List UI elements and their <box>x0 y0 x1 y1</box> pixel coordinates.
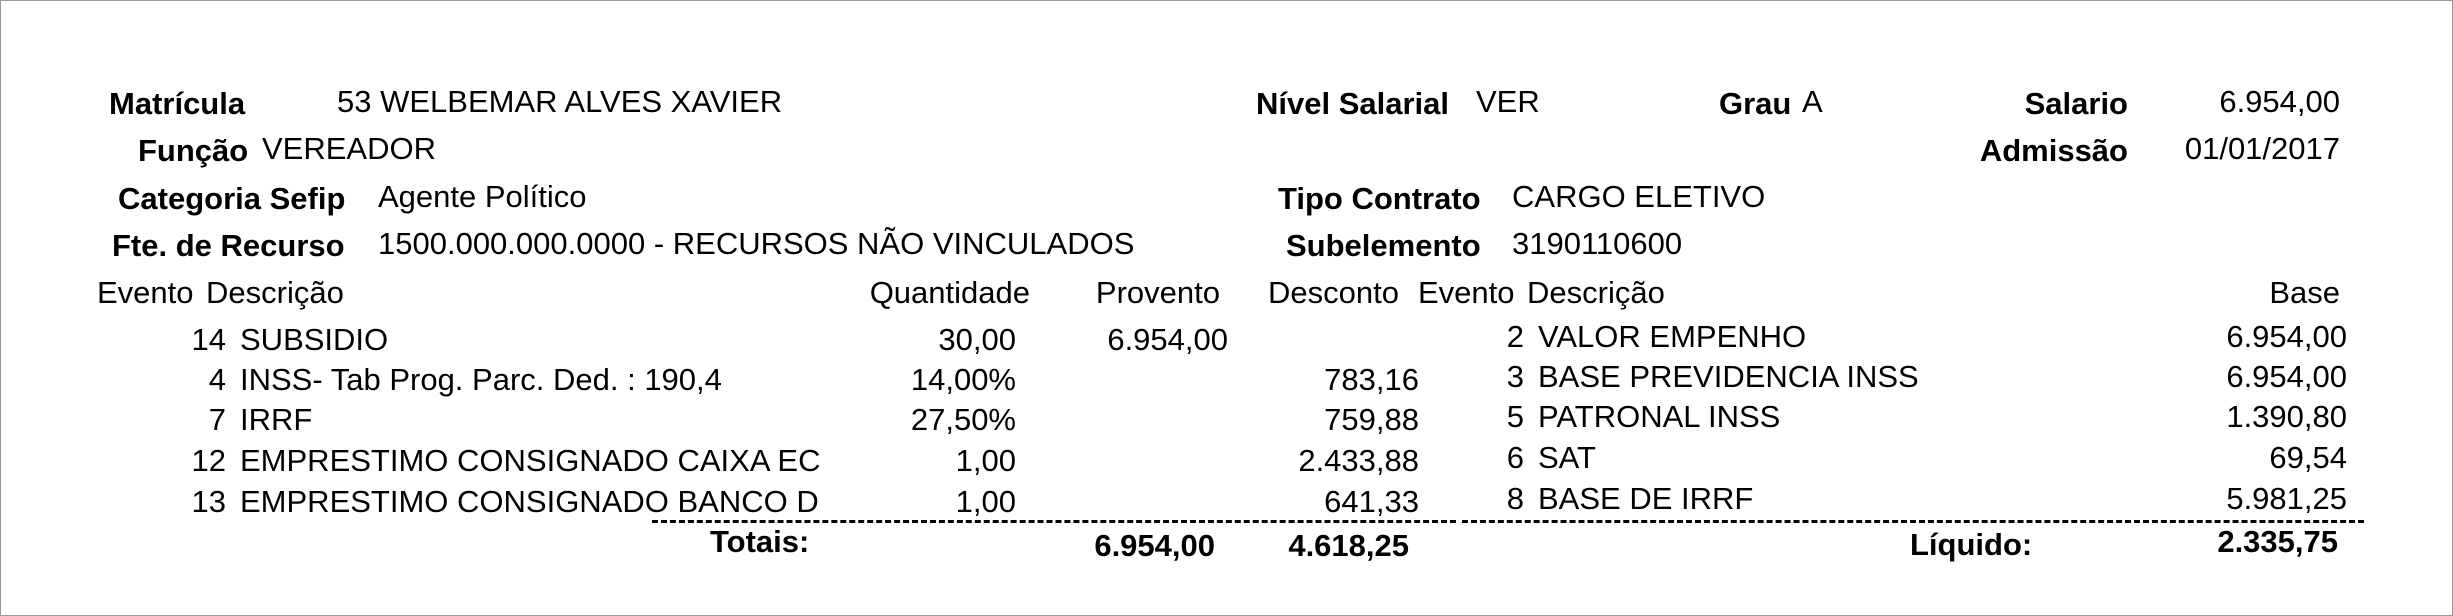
subelemento-value: 3190110600 <box>1512 226 1683 261</box>
event-description: SUBSIDIO <box>240 322 389 357</box>
event-desconto: 783,16 <box>1324 362 1419 397</box>
event-code: 7 <box>208 402 226 437</box>
categoria-sefip-value: Agente Político <box>378 179 587 214</box>
admissao-value: 01/01/2017 <box>2184 131 2340 166</box>
base-description: SAT <box>1538 440 1596 475</box>
event-quantity: 30,00 <box>938 322 1016 357</box>
totals-separator-right <box>1462 520 2364 523</box>
base-value: 69,54 <box>2269 440 2347 475</box>
base-event-code: 3 <box>1506 359 1524 394</box>
tipo-contrato-value: CARGO ELETIVO <box>1512 179 1766 214</box>
col-descricao: Descrição <box>206 275 344 310</box>
col-descricao-base: Descrição <box>1527 275 1665 310</box>
event-provento: 6.954,00 <box>1107 322 1228 357</box>
nivel-salarial-label: Nível Salarial <box>1256 86 1450 121</box>
base-description: BASE DE IRRF <box>1538 481 1754 516</box>
categoria-sefip-label: Categoria Sefip <box>118 181 346 216</box>
admissao-label: Admissão <box>1979 133 2128 168</box>
col-base: Base <box>2269 275 2340 310</box>
totals-label: Totais: <box>710 524 810 559</box>
event-desconto: 759,88 <box>1324 402 1419 437</box>
tipo-contrato-label: Tipo Contrato <box>1278 181 1481 216</box>
event-description: IRRF <box>240 402 313 437</box>
base-value: 6.954,00 <box>2226 319 2347 354</box>
matricula-value: 53 WELBEMAR ALVES XAVIER <box>337 84 783 119</box>
base-event-code: 6 <box>1506 440 1524 475</box>
event-quantity: 27,50% <box>910 402 1016 437</box>
event-quantity: 1,00 <box>955 443 1016 478</box>
base-event-code: 5 <box>1506 399 1524 434</box>
salario-value: 6.954,00 <box>2219 84 2340 119</box>
event-desconto: 2.433,88 <box>1298 443 1419 478</box>
totals-provento: 6.954,00 <box>1094 528 1215 563</box>
col-quantidade: Quantidade <box>869 275 1030 310</box>
col-evento: Evento <box>97 275 194 310</box>
event-code: 13 <box>191 484 226 519</box>
subelemento-label: Subelemento <box>1286 228 1481 263</box>
grau-label: Grau <box>1719 86 1792 121</box>
base-event-code: 2 <box>1506 319 1524 354</box>
col-evento-base: Evento <box>1418 275 1515 310</box>
event-code: 4 <box>208 362 226 397</box>
totals-separator-left <box>652 520 1456 523</box>
base-description: BASE PREVIDENCIA INSS <box>1538 359 1919 394</box>
funcao-label: Função <box>138 133 249 168</box>
col-desconto: Desconto <box>1268 275 1399 310</box>
col-provento: Provento <box>1095 275 1220 310</box>
event-description: EMPRESTIMO CONSIGNADO BANCO D <box>240 484 819 519</box>
liquido-value: 2.335,75 <box>2217 524 2338 559</box>
matricula-label: Matrícula <box>109 86 246 121</box>
salario-label: Salario <box>2024 86 2128 121</box>
base-description: VALOR EMPENHO <box>1538 319 1807 354</box>
event-description: INSS- Tab Prog. Parc. Ded. : 190,4 <box>240 362 722 397</box>
nivel-salarial-value: VER <box>1476 84 1540 119</box>
funcao-value: VEREADOR <box>262 131 436 166</box>
totals-desconto: 4.618,25 <box>1288 528 1409 563</box>
grau-value: A <box>1802 84 1823 119</box>
event-quantity: 14,00% <box>910 362 1016 397</box>
base-value: 5.981,25 <box>2226 481 2347 516</box>
fonte-recurso-value: 1500.000.000.0000 - RECURSOS NÃO VINCULADOS <box>378 226 1135 261</box>
event-code: 14 <box>191 322 226 357</box>
fonte-recurso-label: Fte. de Recurso <box>112 228 345 263</box>
base-event-code: 8 <box>1506 481 1524 516</box>
base-description: PATRONAL INSS <box>1538 399 1781 434</box>
event-desconto: 641,33 <box>1324 484 1419 519</box>
liquido-label: Líquido: <box>1910 527 2033 562</box>
event-code: 12 <box>191 443 226 478</box>
event-quantity: 1,00 <box>955 484 1016 519</box>
event-description: EMPRESTIMO CONSIGNADO CAIXA EC <box>240 443 821 478</box>
base-value: 1.390,80 <box>2226 399 2347 434</box>
base-value: 6.954,00 <box>2226 359 2347 394</box>
